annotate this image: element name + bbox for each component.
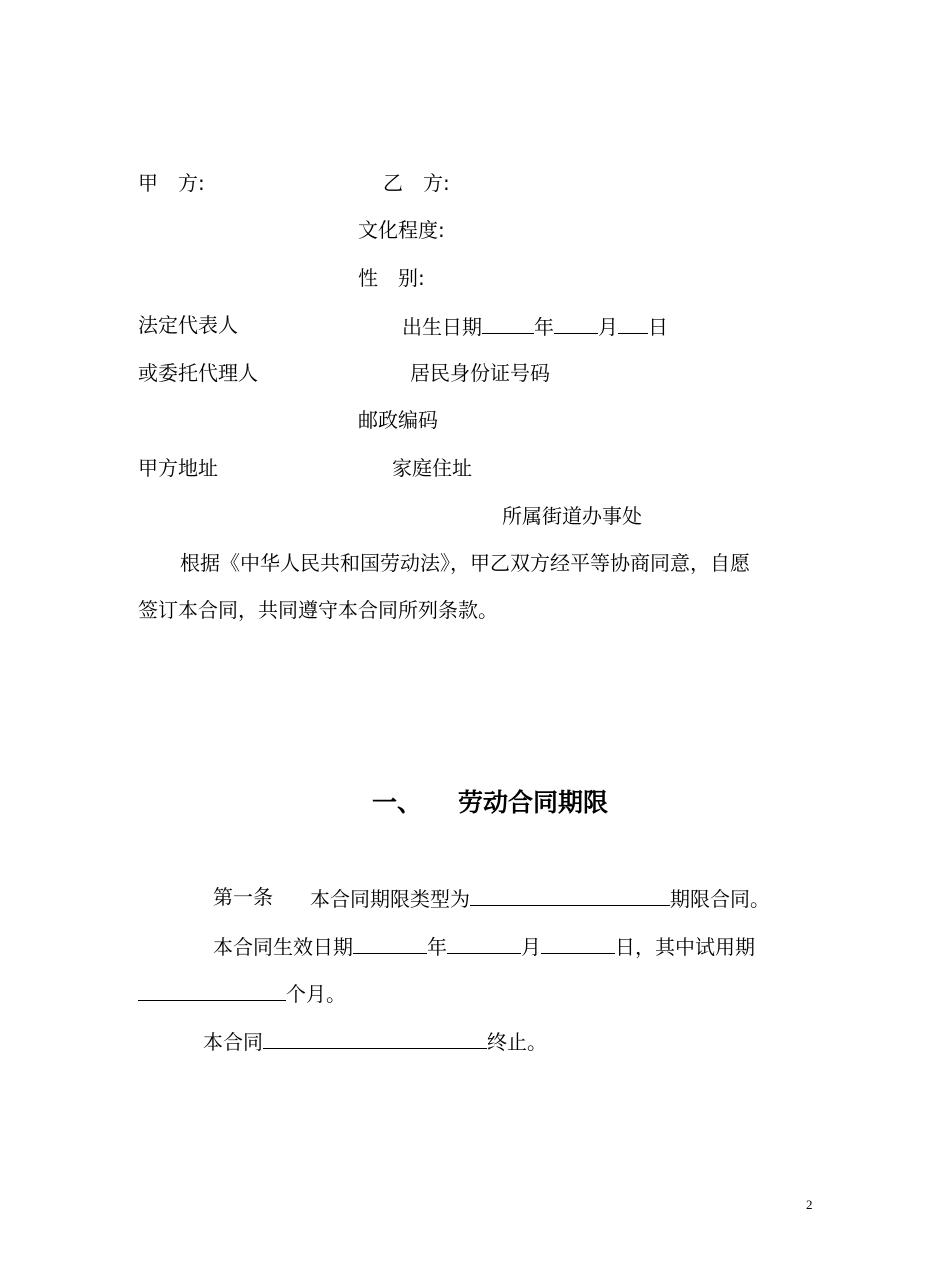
probation-text: ，其中试用期 (635, 935, 755, 959)
month-label: 月 (521, 935, 541, 959)
termination-blank[interactable] (263, 1028, 487, 1049)
home-address-label: 家庭住址 (392, 456, 472, 480)
birth-year-blank[interactable] (482, 313, 534, 334)
article1-line (310, 885, 770, 911)
education-label: 文化程度: (358, 218, 445, 242)
effective-month-blank[interactable] (447, 933, 521, 954)
birth-date-line (402, 313, 668, 339)
year-label: 年 (427, 935, 447, 959)
probation-months-blank[interactable] (138, 980, 286, 1001)
effective-label: 本合同生效日期 (213, 935, 353, 959)
legal-rep-label: 法定代表人 (138, 313, 238, 337)
section-title: 劳动合同期限 (458, 788, 609, 817)
preamble-line-1: 根据《中华人民共和国劳动法》，甲乙双方经平等协商同意，自愿 (180, 551, 750, 575)
year-label: 年 (534, 315, 554, 339)
effective-year-blank[interactable] (353, 933, 427, 954)
contract-label: 本合同 (203, 1030, 263, 1054)
birth-day-blank[interactable] (618, 313, 648, 334)
months-suffix: 个月。 (286, 982, 346, 1006)
effective-date-line (213, 933, 755, 959)
page-number: 2 (806, 1197, 813, 1212)
termination-line (203, 1028, 547, 1054)
gender-label: 性 别: (358, 266, 425, 290)
article1-label: 第一条 (213, 885, 273, 909)
section-number: 一、 (372, 788, 423, 817)
id-label: 居民身份证号码 (410, 361, 550, 385)
contract-type-blank[interactable] (470, 885, 670, 906)
agent-label: 或委托代理人 (138, 361, 258, 385)
subdistrict-label: 所属街道办事处 (502, 504, 642, 528)
article1-suffix: 期限合同。 (670, 887, 770, 911)
birth-month-blank[interactable] (554, 313, 598, 334)
probation-line (138, 980, 346, 1006)
birth-date-label: 出生日期 (402, 315, 482, 339)
effective-day-blank[interactable] (541, 933, 615, 954)
party-a-label: 甲 方: (138, 171, 205, 195)
month-label: 月 (598, 315, 618, 339)
termination-suffix: 终止。 (487, 1030, 547, 1054)
day-label: 日 (615, 935, 635, 959)
preamble-line-2: 签订本合同，共同遵守本合同所列条款。 (138, 598, 498, 622)
day-label: 日 (648, 315, 668, 339)
party-a-address-label: 甲方地址 (138, 456, 218, 480)
party-b-label: 乙 方: (383, 171, 450, 195)
article1-text: 本合同期限类型为 (310, 887, 470, 911)
postcode-label: 邮政编码 (358, 408, 438, 432)
